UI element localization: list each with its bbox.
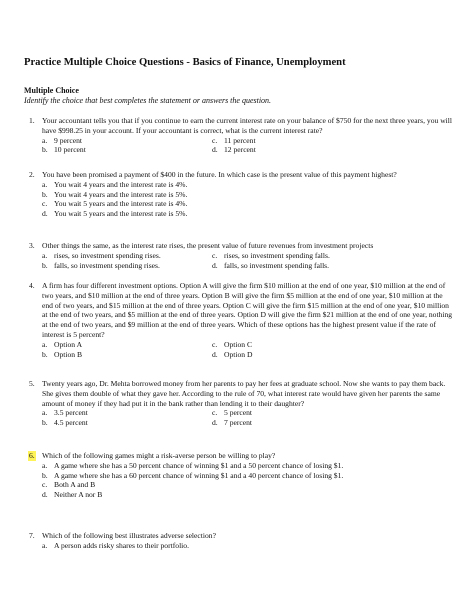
answer-options: [42, 541, 454, 551]
question-4: [24, 281, 454, 359]
option-b[interactable]: b. falls, so investment spending rises.: [42, 260, 160, 270]
answer-options: [42, 408, 454, 428]
answer-options: [42, 180, 454, 219]
question-3: [24, 241, 454, 270]
page-title: Practice Multiple Choice Questions - Basics of Finance, Unemployment: [24, 57, 346, 68]
question-6: [24, 451, 454, 500]
question-number: 7.: [29, 531, 35, 540]
answer-options: [42, 251, 454, 271]
option-d[interactable]: d. Option D: [212, 349, 253, 359]
question-number: 2.: [29, 170, 35, 179]
option-d[interactable]: d. 12 percent: [212, 145, 256, 155]
question-number: 5.: [29, 379, 35, 388]
question-number-highlighted: 6.: [29, 451, 35, 460]
option-d[interactable]: d. 7 percent: [212, 418, 253, 428]
option-c[interactable]: c. 5 percent: [212, 408, 253, 418]
option-b[interactable]: b. 4.5 percent: [42, 418, 88, 428]
question-stem: You have been promised a payment of $400 in the future. In which case is the present value of this payment highest?: [42, 170, 397, 179]
question-number: 3.: [29, 241, 35, 250]
question-stem: Your accountant tells you that if you continue to earn the current interest rate on your balance of $750 for the next three years, you will have $998.25 in your account. If your accountant is correct, what is the current interest rate?: [42, 116, 453, 135]
question-stem: Which of the following games might a risk-averse person be willing to play?: [42, 451, 276, 460]
option-a[interactable]: a. 9 percent: [42, 135, 83, 145]
option-a[interactable]: a. 3.5 percent: [42, 408, 88, 418]
option-a[interactable]: a. Option A: [42, 339, 83, 349]
instructions-text: Identify the choice that best completes the statement or answers the question.: [24, 96, 272, 105]
option-a[interactable]: a. You wait 4 years and the interest rate is 4%.: [42, 179, 188, 189]
question-stem: Twenty years ago, Dr. Mehta borrowed money from her parents to pay her fees at graduate school. Now she wants to pay them back. She gives them double of what they gave her. According to the rule of 70, what interest rate would have given her parents the same amount of money if they had put it in the bank rather than lending it to their daughter?: [42, 379, 446, 408]
answer-options: [42, 340, 454, 360]
option-c[interactable]: c. Both A and B: [42, 480, 96, 490]
option-b[interactable]: b. A game where she has a 60 percent chance of winning $1 and a 40 percent chance of losing $1.: [42, 470, 344, 480]
question-stem: Which of the following best illustrates adverse selection?: [42, 531, 216, 540]
option-a[interactable]: a. A game where she has a 50 percent chance of winning $1 and a 50 percent chance of losing $1.: [42, 460, 344, 470]
question-stem: A firm has four different investment options. Option A will give the firm $10 million at the end of one year, $10 million at the end of two years, and $10 million at the end of three years. Option B will give the firm $5 million at the end of one year, $10 million at the end of two years, and $15 million at the end of three years. Option C will give the firm $15 million at the end of one year, $10 million at the end of two years, and $5 million at the end of three years. Option D will give the firm $21 million at the end of one year, nothing at the end of two years, and $9 million at the end of three years. Which of these options has the highest present value if the rate of interest is 5 percent?: [42, 281, 453, 339]
question-2: [24, 170, 454, 219]
option-c[interactable]: c. You wait 5 years and the interest rate is 4%.: [42, 199, 188, 209]
option-a[interactable]: a. rises, so investment spending rises.: [42, 250, 161, 260]
question-number: 4.: [29, 281, 35, 290]
option-d[interactable]: d. falls, so investment spending falls.: [212, 260, 330, 270]
option-a[interactable]: a. A person adds risky shares to their portfolio.: [42, 540, 189, 550]
option-d[interactable]: d. Neither A nor B: [42, 490, 103, 500]
question-5: [24, 379, 454, 428]
section-heading: Multiple Choice: [24, 86, 79, 95]
option-b[interactable]: b. Option B: [42, 349, 83, 359]
option-c[interactable]: c. 11 percent: [212, 135, 256, 145]
option-b[interactable]: b. You wait 4 years and the interest rate is 5%.: [42, 189, 188, 199]
question-stem: Other things the same, as the interest rate rises, the present value of future revenues from investment projects: [42, 241, 374, 250]
answer-options: [42, 461, 454, 500]
question-7: [24, 531, 454, 551]
question-number: 1.: [29, 116, 35, 125]
answer-options: [42, 136, 454, 156]
option-c[interactable]: c. rises, so investment spending falls.: [212, 250, 330, 260]
option-d[interactable]: d. You wait 5 years and the interest rate is 5%.: [42, 209, 188, 219]
option-b[interactable]: b. 10 percent: [42, 145, 86, 155]
option-c[interactable]: c. Option C: [212, 339, 253, 349]
question-1: [24, 116, 454, 155]
